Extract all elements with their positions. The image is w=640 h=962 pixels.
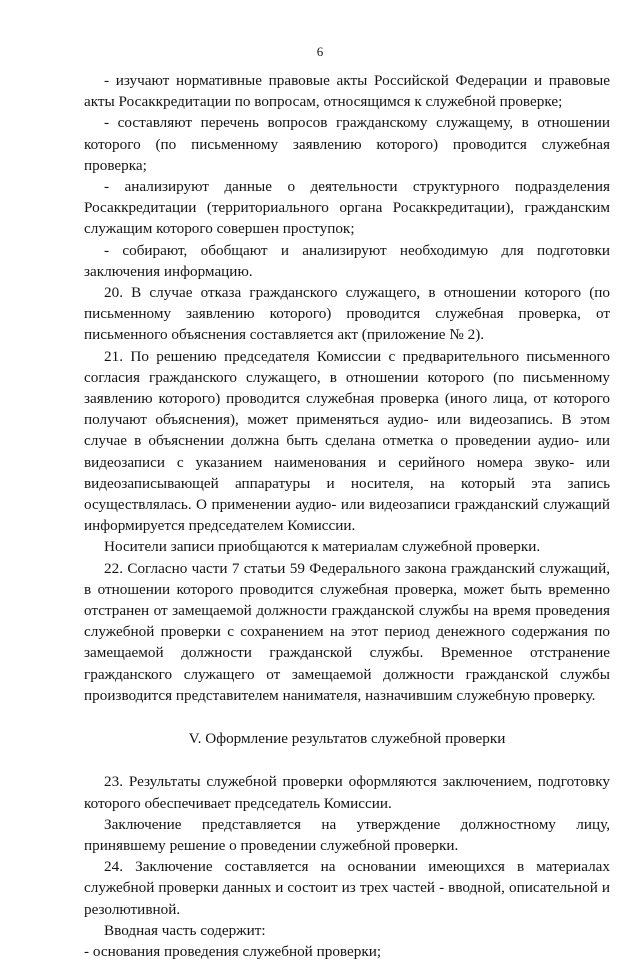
paragraph: - анализируют данные о деятельности структурного подразделения Росаккредитации (территориального органа Росаккредитации), гражданским служащим которого совершен проступок; bbox=[84, 178, 610, 238]
paragraph: Носители записи приобщаются к материалам служебной проверки. bbox=[104, 538, 541, 556]
paragraph-20: 20. В случае отказа гражданского служащего, в отношении которого (по письменному заявлению которого) проводится служебная проверка, от письменного объяснения составляется акт (приложение № 2). bbox=[84, 284, 610, 344]
paragraph: - основания проведения служебной проверки; bbox=[84, 942, 382, 960]
page-number: 6 bbox=[316, 44, 324, 59]
paragraph-24: 24. Заключение составляется на основании имеющихся в материалах служебной проверки данных и состоит из трех частей - вводной, описательной и резолютивной. bbox=[84, 858, 610, 918]
paragraph: Заключение представляется на утверждение должностному лицу, принявшему решение о проведении служебной проверки. bbox=[84, 815, 610, 854]
paragraph: - составляют перечень вопросов гражданскому служащему, в отношении которого (по письменному заявлению которого) проводится служебная проверка; bbox=[84, 114, 610, 174]
document-body bbox=[84, 70, 610, 962]
paragraph-22: 22. Согласно части 7 статьи 59 Федерального закона гражданский служащий, в отношении которого проводится служебная проверка, может быть временно отстранен от замещаемой должности гражданской службы на время проведения служебной проверки с сохранением на этот период денежного содержания по замещаемой должности гражданской службы. Временное отстранение гражданского служащего от замещаемой должности гражданской службы производится представителем нанимателя, назначившим служебную проверку. bbox=[84, 559, 610, 704]
paragraph-23: 23. Результаты служебной проверки оформляются заключением, подготовку которого обеспечивает председатель Комиссии. bbox=[84, 773, 610, 812]
paragraph: Вводная часть содержит: bbox=[104, 921, 266, 939]
section-heading: V. Оформление результатов служебной проверки bbox=[188, 730, 506, 748]
paragraph: - собирают, обобщают и анализируют необходимую для подготовки заключения информацию. bbox=[84, 241, 610, 280]
paragraph-21: 21. По решению председателя Комиссии с предварительного письменного согласия гражданского служащего, в отношении которого (по письменному заявлению которого) проводится служебная проверка (иного лица, от которого получают объяснения), может применяться аудио- или видеозапись. В этом случае в объяснении должна быть сделана отметка о проведении аудио- или видеозаписи с указанием наименования и серийного номера звуко- или видеозаписывающей аппаратуры и носителя, на который эта запись осуществлялась. О применении аудио- или видеозаписи гражданский служащий информируется председателем Комиссии. bbox=[84, 347, 610, 535]
paragraph: - изучают нормативные правовые акты Российской Федерации и правовые акты Росаккредитации по вопросам, относящимся к служебной проверке; bbox=[84, 72, 610, 111]
